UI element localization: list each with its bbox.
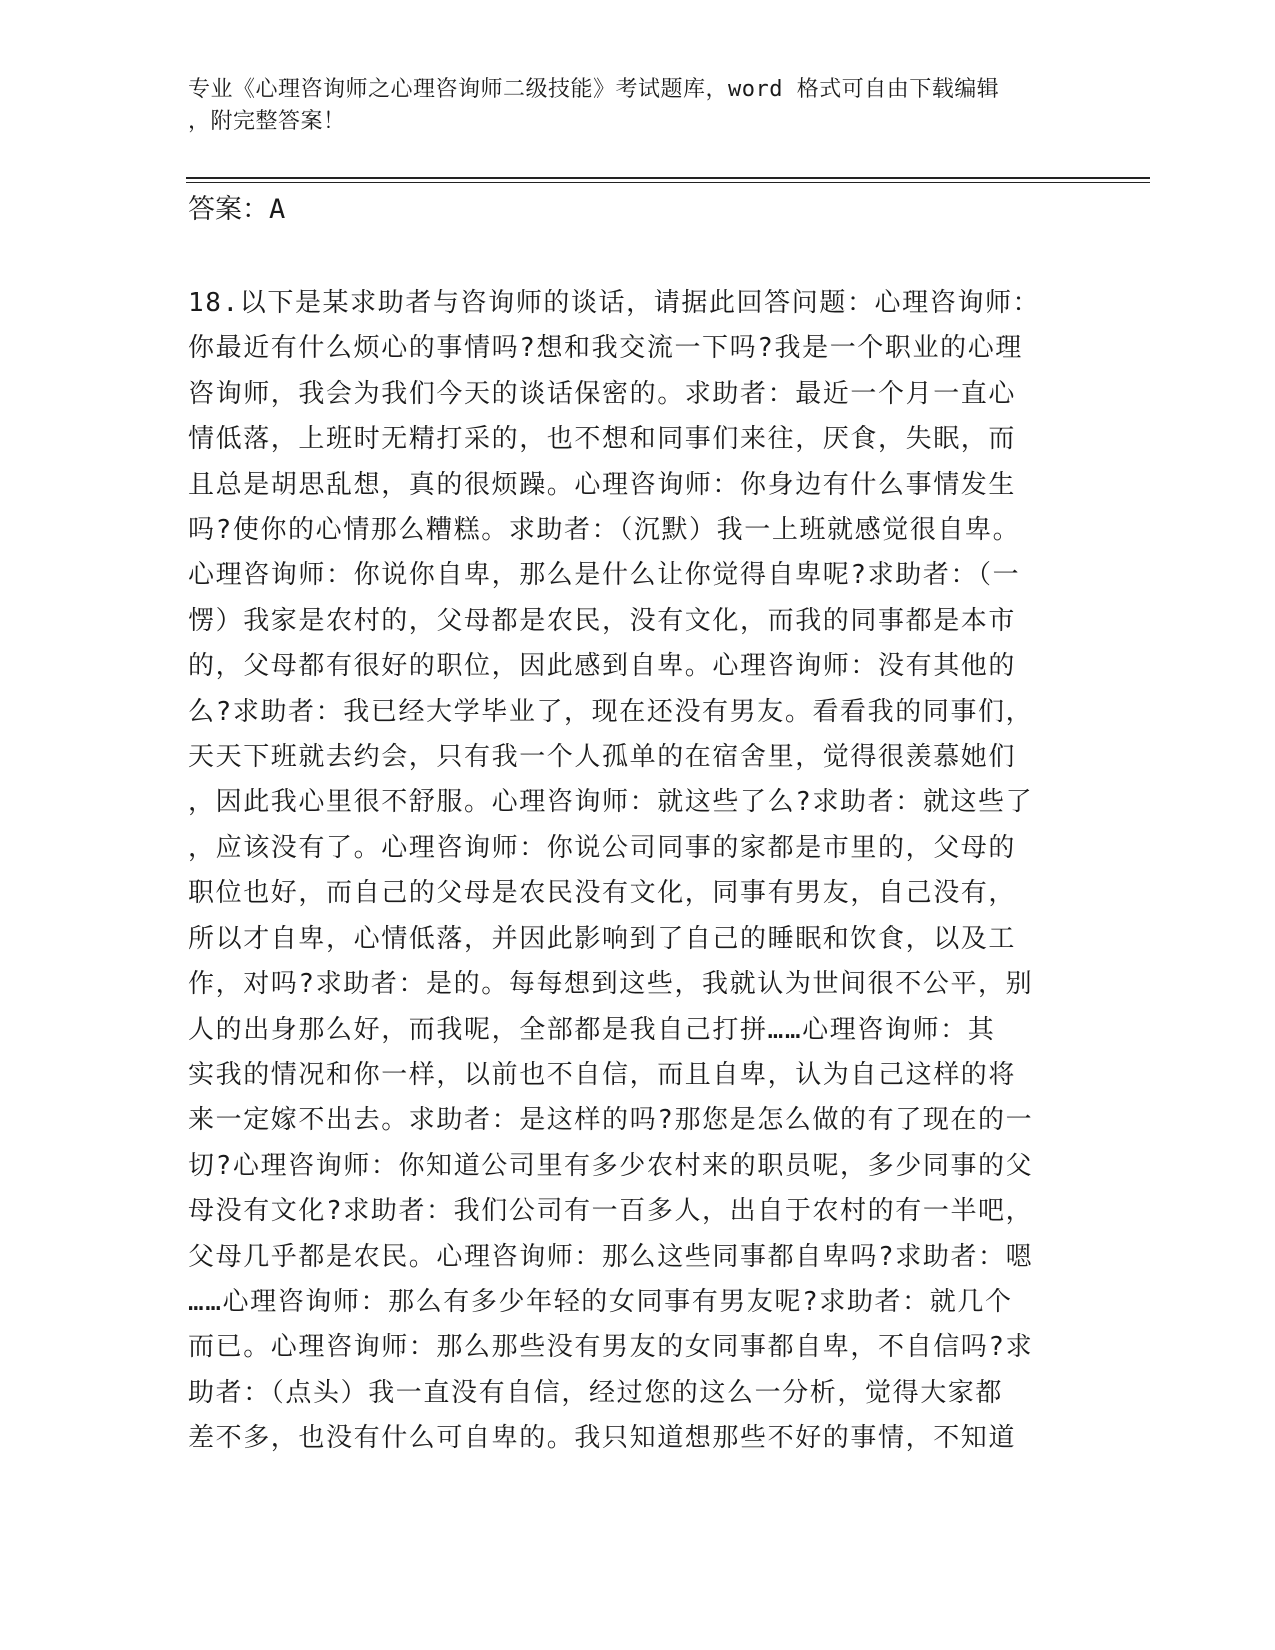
question-line: 所以才自卑，心情低落，并因此影响到了自己的睡眠和饮食，以及工	[188, 923, 1017, 954]
question-line: 吗?使你的心情那么糟糕。求助者：（沉默）我一上班就感觉很自卑。	[188, 515, 1021, 546]
question-line: 助者：（点头）我一直没有自信，经过您的这么一分析，觉得大家都	[188, 1377, 1004, 1408]
question-line: 母没有文化?求助者：我们公司有一百多人，出自于农村的有一半吧，	[188, 1196, 1034, 1227]
question-line: 人的出身那么好，而我呢，全部都是我自己打拼……心理咨询师：其	[188, 1014, 996, 1045]
question-line: 愣）我家是农村的，父母都是农民，没有文化，而我的同事都是本市	[188, 605, 1017, 636]
question-line: 作，对吗?求助者：是的。每每想到这些，我就认为世间很不公平，别	[188, 969, 1034, 1000]
question-line: ，应该没有了。心理咨询师：你说公司同事的家都是市里的，父母的	[188, 832, 1017, 863]
header-divider-thick	[186, 177, 1150, 179]
question-line: 心理咨询师：你说你自卑，那么是什么让你觉得自卑呢?求助者：（一	[188, 560, 1021, 591]
question-line: 的，父母都有很好的职位，因此感到自卑。心理咨询师：没有其他的	[188, 651, 1017, 682]
question-line: 18.以下是某求助者与咨询师的谈话，请据此回答问题：心理咨询师：	[188, 288, 1041, 318]
question-line: 咨询师，我会为我们今天的谈话保密的。求助者：最近一个月一直心	[188, 378, 1017, 409]
header-line-1: 专业《心理咨询师之心理咨询师二级技能》考试题库，word 格式可自由下载编辑	[188, 77, 1000, 102]
question-line: 而已。心理咨询师：那么那些没有男友的女同事都自卑，不自信吗?求	[188, 1332, 1034, 1363]
question-line: 来一定嫁不出去。求助者：是这样的吗?那您是怎么做的有了现在的一	[188, 1105, 1034, 1136]
question-line: 切?心理咨询师：你知道公司里有多少农村来的职员呢，多少同事的父	[188, 1150, 1034, 1181]
question-line: 且总是胡思乱想，真的很烦躁。心理咨询师：你身边有什么事情发生	[188, 469, 1017, 500]
question-line: 天天下班就去约会，只有我一个人孤单的在宿舍里，觉得很羡慕她们	[188, 742, 1017, 773]
question-body	[188, 281, 1088, 1462]
question-line: ……心理咨询师：那么有多少年轻的女同事有男友呢?求助者：就几个	[188, 1286, 1013, 1317]
question-line: 么?求助者：我已经大学毕业了，现在还没有男友。看看我的同事们，	[188, 696, 1034, 727]
header-divider-thin	[186, 182, 1150, 183]
answer-line: 答案：A	[188, 194, 286, 225]
document-header	[188, 74, 1068, 138]
question-line: 父母几乎都是农民。心理咨询师：那么这些同事都自卑吗?求助者：嗯	[188, 1241, 1034, 1272]
question-line: 差不多，也没有什么可自卑的。我只知道想那些不好的事情，不知道	[188, 1423, 1017, 1454]
question-line: 你最近有什么烦心的事情吗?想和我交流一下吗?我是一个职业的心理	[188, 333, 1023, 364]
question-line: 情低落，上班时无精打采的，也不想和同事们来往，厌食，失眠，而	[188, 424, 1017, 455]
question-line: 职位也好，而自己的父母是农民没有文化，同事有男友，自己没有，	[188, 878, 1017, 909]
question-line: ，因此我心里很不舒服。心理咨询师：就这些了么?求助者：就这些了	[188, 787, 1034, 818]
question-line: 实我的情况和你一样，以前也不自信，而且自卑，认为自己这样的将	[188, 1059, 1017, 1090]
header-line-2: ，附完整答案！	[188, 109, 346, 134]
